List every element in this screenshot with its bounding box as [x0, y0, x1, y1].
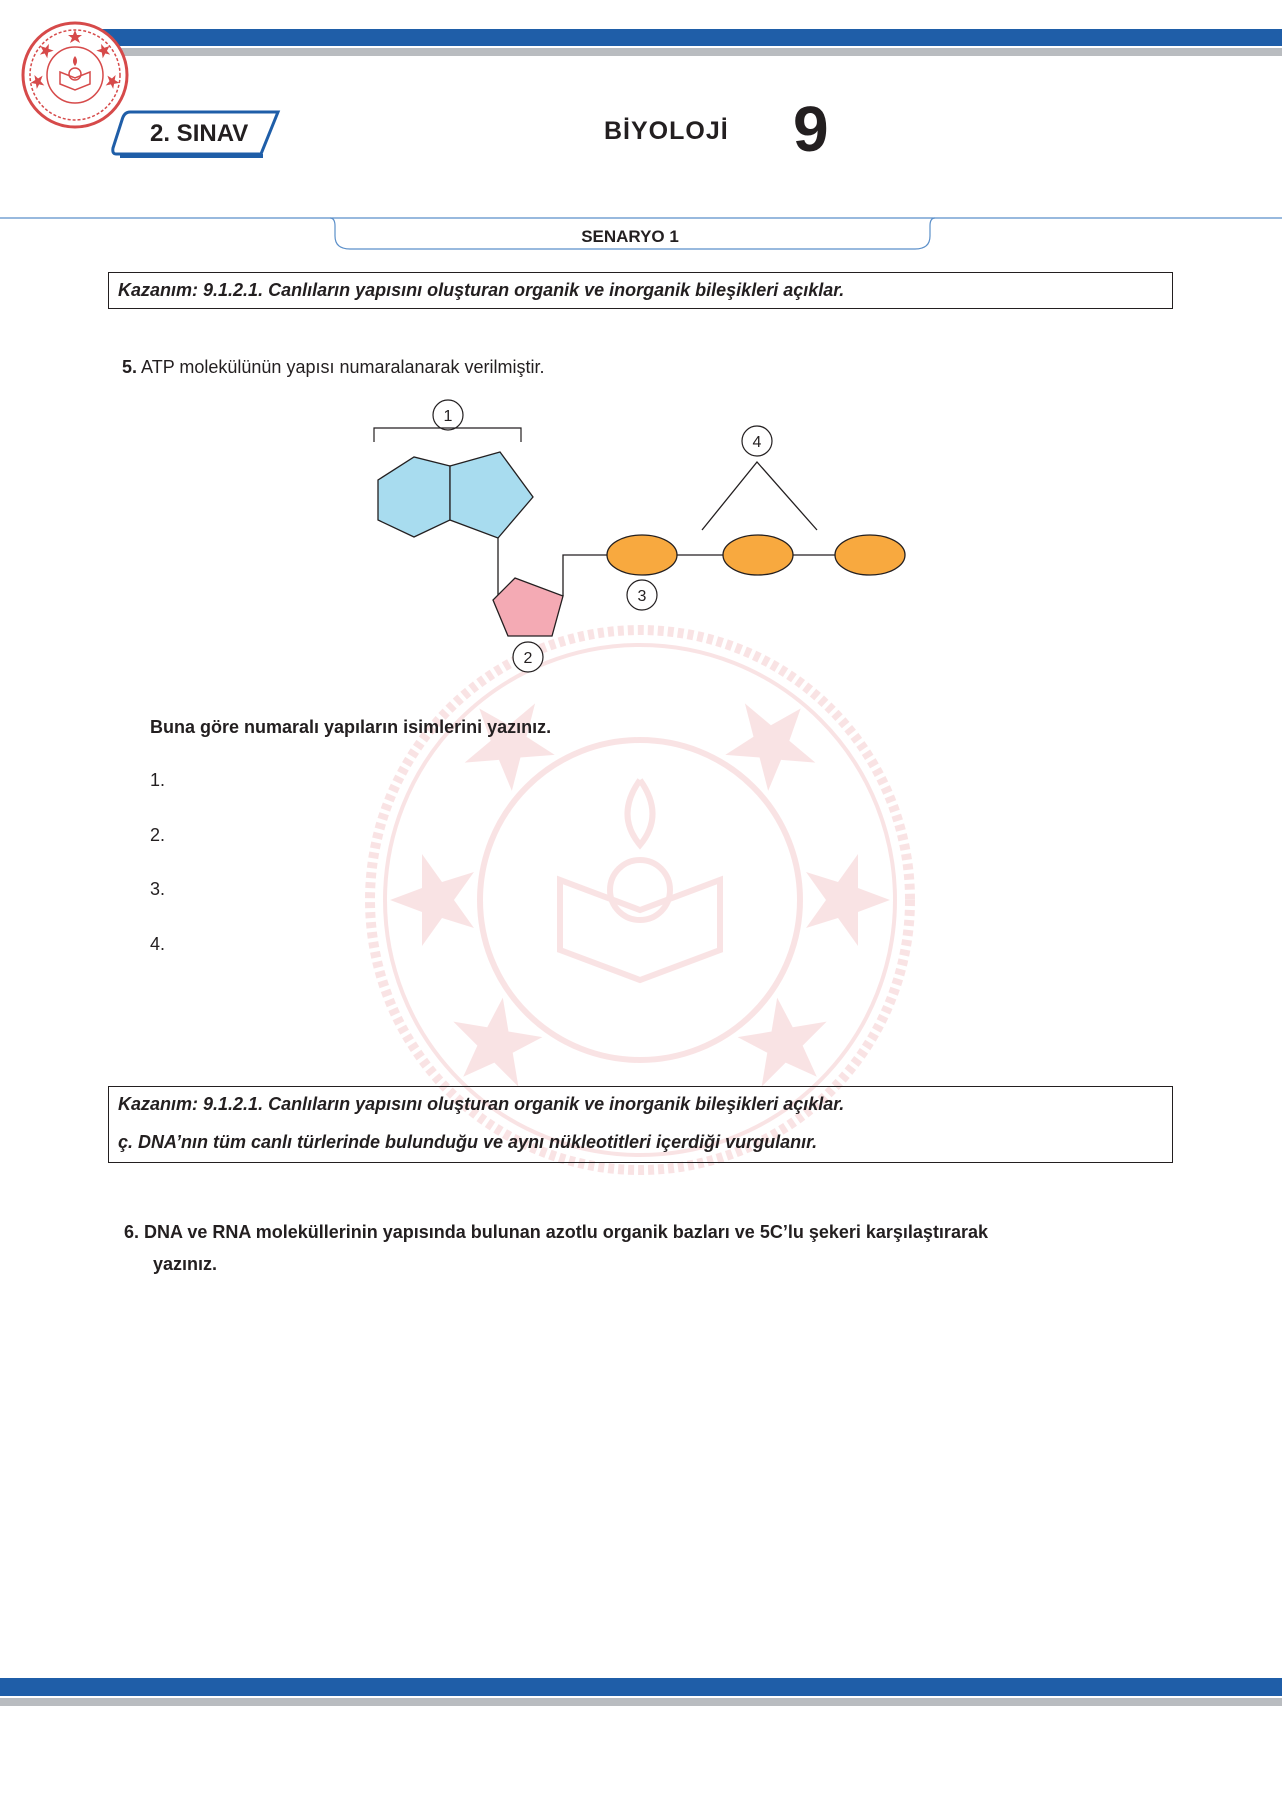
- exam-label: 2. SINAV: [150, 120, 249, 147]
- outcome-box-1: [108, 272, 1173, 309]
- phosphate-1: [607, 535, 677, 575]
- atp-diagram: [360, 390, 920, 680]
- outcome-text: Kazanım: 9.1.2.1. Canlıların yapısını oluşturan organik ve inorganik bileşikleri açıklar.: [118, 280, 845, 300]
- question-text: ATP molekülünün yapısı numaralanarak verilmiştir.: [141, 357, 545, 377]
- scenario-title: SENARYO 1: [581, 227, 679, 246]
- outcome-text-line-2: ç. DNA’nın tüm canlı türlerinde bulunduğu ve aynı nükleotitleri içerdiği vurgulanır.: [118, 1132, 818, 1152]
- answer-line-2: 2.: [150, 825, 166, 845]
- subject-title: BİYOLOJİ: [604, 117, 729, 145]
- phosphate-3: [835, 535, 905, 575]
- footer-grey-bar: [0, 1698, 1282, 1706]
- nitrogenous-base-hexagon: [378, 457, 450, 537]
- question-5-instruction: Buna göre numaralı yapıların isimlerini yazınız.: [150, 717, 552, 737]
- nitrogenous-base-pentagon: [450, 452, 533, 538]
- question-6: [124, 1222, 988, 1243]
- header-blue-bar: [95, 29, 1282, 46]
- outcome-box-2: [108, 1086, 1173, 1163]
- footer-blue-bar: [0, 1678, 1282, 1696]
- phosphate-2: [723, 535, 793, 575]
- question-number: 6.: [124, 1222, 140, 1242]
- question-6-continued: yazınız.: [153, 1254, 218, 1274]
- diagram-label-2: 2: [523, 650, 533, 667]
- ribose-sugar: [493, 578, 563, 636]
- header-grey-bar: [110, 48, 1282, 56]
- diagram-label-4: 4: [752, 434, 762, 451]
- question-number: 5.: [122, 357, 138, 377]
- diagram-label-3: 3: [637, 588, 647, 605]
- answer-line-4: 4.: [150, 934, 166, 954]
- question-5: [122, 357, 545, 378]
- answer-line-3: 3.: [150, 879, 166, 899]
- answer-line-1: 1.: [150, 770, 166, 790]
- grade-number: 9: [793, 93, 829, 165]
- question-text-line-1: DNA ve RNA moleküllerinin yapısında bulunan azotlu organik bazları ve 5C’lu şekeri karşılaştırarak: [144, 1222, 988, 1242]
- outcome-text-line-1: Kazanım: 9.1.2.1. Canlıların yapısını oluşturan organik ve inorganik bileşikleri açıklar.: [118, 1094, 845, 1114]
- diagram-label-1: 1: [443, 408, 453, 425]
